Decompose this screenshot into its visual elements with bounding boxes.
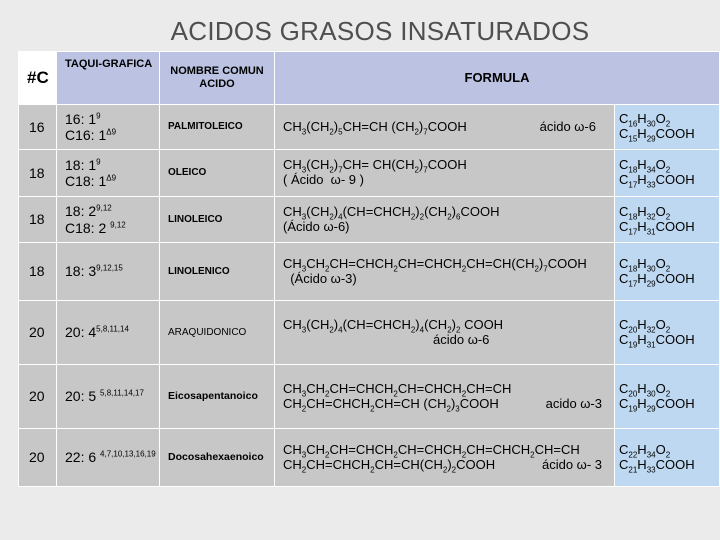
- table-row: [19, 150, 720, 197]
- taquigrafica-cell: 16: $1^9$ C16: $1^{\Delta 9}$: [57, 105, 160, 150]
- formula-cell: $CH_3(CH_2)_5CH=CH$ $(CH_2)_7COOH$ ácido ω-6: [275, 105, 615, 150]
- table-row: [19, 429, 720, 487]
- header-taquigrafica: TAQUI-GRAFICA: [57, 52, 160, 105]
- table-row: [19, 197, 720, 243]
- molecular-formula-cell: $C_{16}H_{30}O_2$ $C_{15}H_{29}COOH$: [615, 105, 720, 150]
- formula-cell: $CH_3CH_2CH=CHCH_2CH=CHCH_2CH=CH(CH_2)_7COOH$ (Ácido ω-3): [275, 243, 615, 301]
- page-title: ACIDOS GRASOS INSATURADOS: [170, 16, 590, 46]
- taquigrafica-cell: 20: 4$^{5,8,11,14}$: [57, 301, 160, 365]
- fatty-acids-table: [18, 51, 720, 487]
- molecular-formula-cell: $C_{18}H_{34}O_2$ $C_{17}H_{33}COOH$: [615, 150, 720, 197]
- header-carbon-count: #C: [19, 52, 57, 105]
- carbon-count-cell: 20: [19, 301, 57, 365]
- carbon-count-cell: 16: [19, 105, 57, 150]
- table-row: [19, 365, 720, 429]
- common-name-cell: Eicosapentanoico: [160, 365, 275, 429]
- table-row: [19, 301, 720, 365]
- carbon-count-cell: 18: [19, 243, 57, 301]
- header-formula: FORMULA: [275, 52, 720, 105]
- formula-cell: $CH_3CH_2CH=CHCH_2CH=CHCH_2CH=CH$ $CH_2CH=CHCH_2CH=CH$ $(CH_2)_3COOH$ acido ω-3: [275, 365, 615, 429]
- carbon-count-cell: 20: [19, 365, 57, 429]
- common-name-cell: ARAQUIDONICO: [160, 301, 275, 365]
- table-row: [19, 105, 720, 150]
- table-header-row: [19, 52, 720, 105]
- molecular-formula-cell: $C_{20}H_{32}O_2$ $C_{19}H_{31}COOH$: [615, 301, 720, 365]
- carbon-count-cell: 20: [19, 429, 57, 487]
- taquigrafica-cell: 18: $1^9$ C18: $1^{\Delta 9}$: [57, 150, 160, 197]
- table-row: [19, 243, 720, 301]
- taquigrafica-cell: 20: 5 $^{5,8,11,14,17}$: [57, 365, 160, 429]
- common-name-cell: OLEICO: [160, 150, 275, 197]
- molecular-formula-cell: $C_{18}H_{32}O_2$ $C_{17}H_{31}COOH$: [615, 197, 720, 243]
- formula-cell: $CH_3(CH_2)_4(CH=CHCH_2)_4(CH_2)_2$ COOH ácido ω-6: [275, 301, 615, 365]
- molecular-formula-cell: $C_{22}H_{34}O_2$ $C_{21}H_{33}COOH$: [615, 429, 720, 487]
- common-name-cell: LINOLEICO: [160, 197, 275, 243]
- molecular-formula-cell: $C_{18}H_{30}O_2$ $C_{17}H_{29}COOH$: [615, 243, 720, 301]
- molecular-formula-cell: $C_{20}H_{30}O_2$ $C_{19}H_{29}COOH$: [615, 365, 720, 429]
- formula-cell: $CH_3(CH_2)_7CH=$ $CH(CH_2)_7COOH$ ( Ácido ω- 9 ): [275, 150, 615, 197]
- header-common-name: NOMBRE COMUN ACIDO: [160, 52, 275, 105]
- taquigrafica-cell: 22: 6 $^{4,7,10,13,16,19}$: [57, 429, 160, 487]
- formula-cell: $CH_3CH_2CH=CHCH_2CH=CHCH_2CH=CHCH_2CH=CH$ $CH_2CH=CHCH_2CH=CH(CH_2)_2COOH$ ácido ω- 3: [275, 429, 615, 487]
- taquigrafica-cell: 18: 2$^{9,12}$ C18: 2 $^{9,12}$: [57, 197, 160, 243]
- carbon-count-cell: 18: [19, 197, 57, 243]
- common-name-cell: PALMITOLEICO: [160, 105, 275, 150]
- common-name-cell: LINOLENICO: [160, 243, 275, 301]
- common-name-cell: Docosahexaenoico: [160, 429, 275, 487]
- carbon-count-cell: 18: [19, 150, 57, 197]
- taquigrafica-cell: 18: 3$^{9,12,15}$: [57, 243, 160, 301]
- formula-cell: $CH_3(CH_2)_4(CH=CHCH_2)_2(CH_2)_6COOH$ (Ácido ω-6): [275, 197, 615, 243]
